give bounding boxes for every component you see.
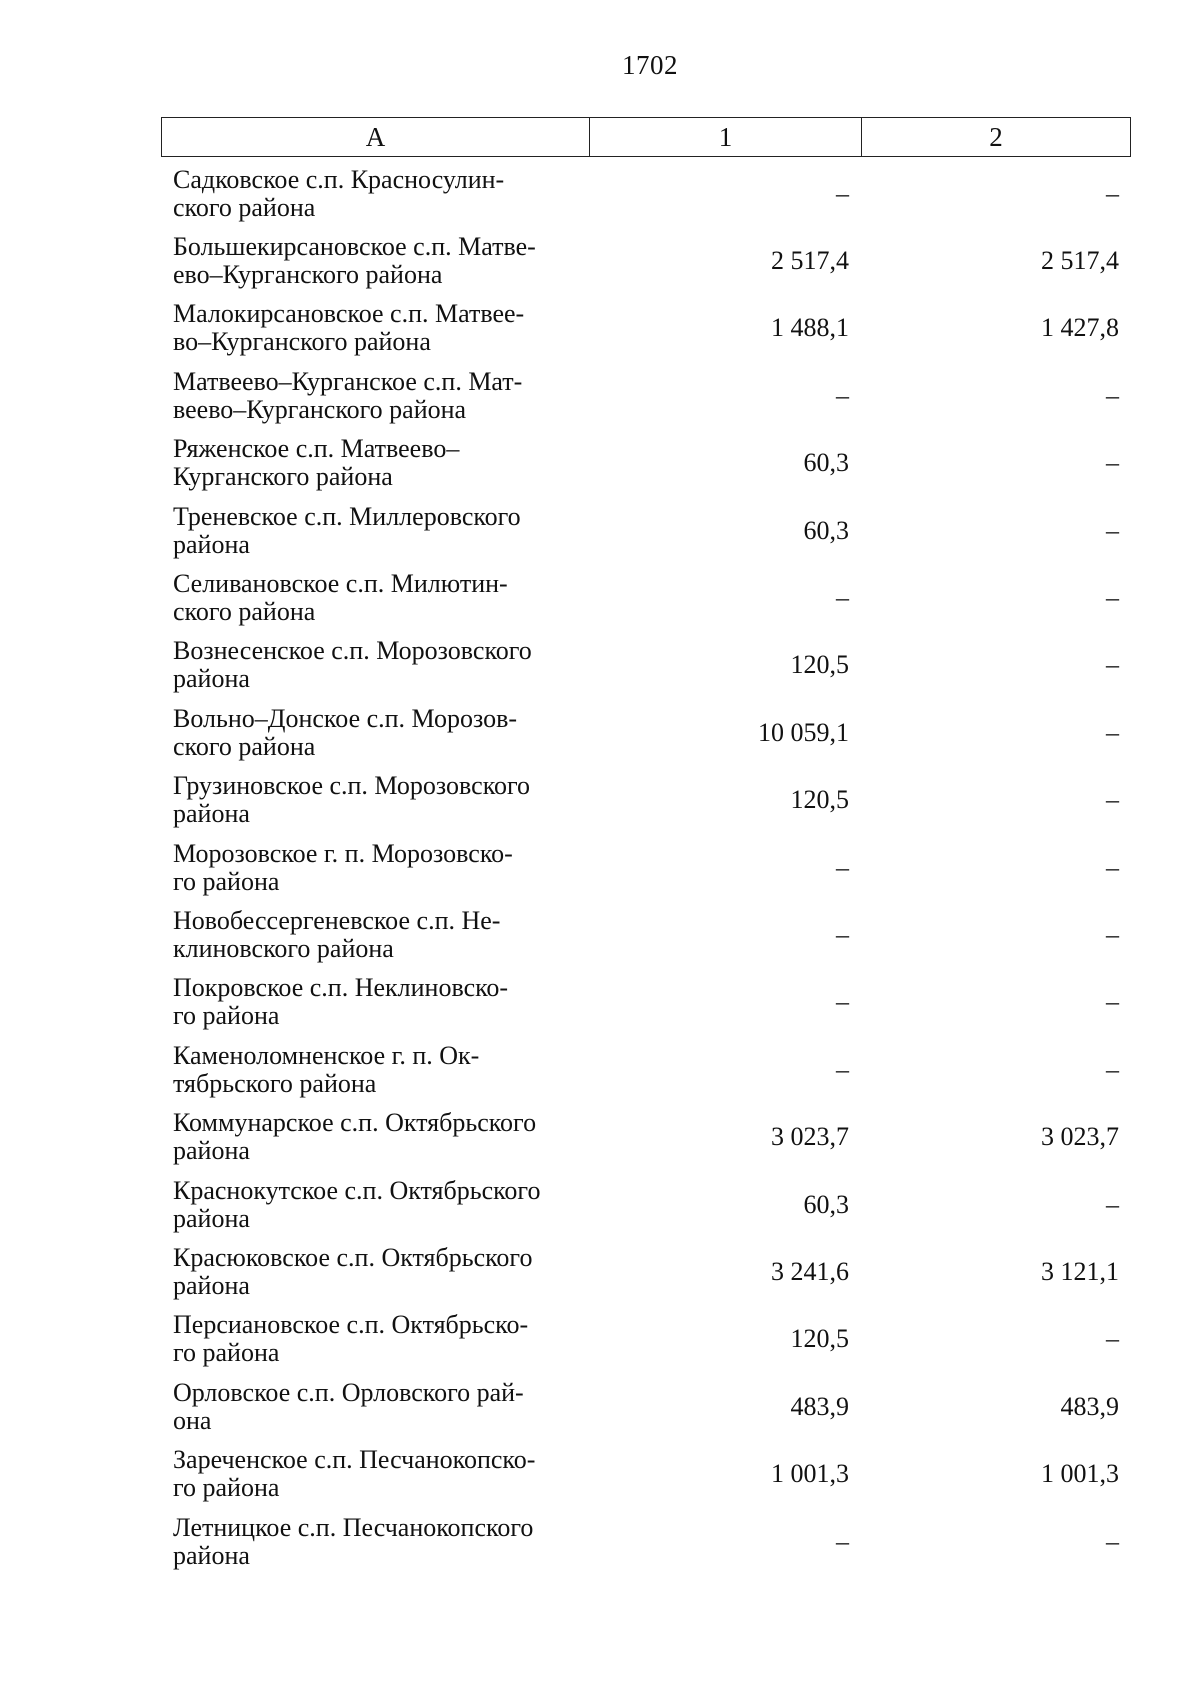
- value-col-1-cell: 120,5: [790, 1324, 849, 1354]
- table-row: [161, 1036, 1131, 1103]
- table-row: [161, 430, 1131, 497]
- value-col-1-cell: –: [836, 583, 849, 613]
- settlement-name-cell: Малокирсановское с.п. Матвее- во–Курганского района: [173, 299, 525, 357]
- value-col-1-cell: 60,3: [803, 448, 849, 478]
- value-col-2-cell: 2 517,4: [1041, 246, 1119, 276]
- value-col-1-cell: 3 023,7: [771, 1122, 849, 1152]
- table-row: [161, 969, 1131, 1036]
- column-header-a: А: [162, 118, 590, 156]
- settlement-name-cell: Морозовское г. п. Морозовско- го района: [173, 838, 513, 896]
- table-row: [161, 160, 1131, 227]
- value-col-2-cell: –: [1106, 1324, 1119, 1354]
- settlement-name-cell: Вознесенское с.п. Морозовского района: [173, 636, 532, 694]
- value-col-2-cell: 3 023,7: [1041, 1122, 1119, 1152]
- settlement-name-cell: Красюковское с.п. Октябрьского района: [173, 1242, 533, 1300]
- value-col-2-cell: 1 427,8: [1041, 313, 1119, 343]
- table-row: [161, 295, 1131, 362]
- value-col-1-cell: 120,5: [790, 650, 849, 680]
- table-row: [161, 227, 1131, 294]
- value-col-2-cell: –: [1106, 380, 1119, 410]
- value-col-1-cell: –: [836, 1526, 849, 1556]
- settlement-name-cell: Большекирсановское с.п. Матве- ево–Курганского района: [173, 232, 536, 290]
- table-row: [161, 1508, 1131, 1575]
- table-row: [161, 1440, 1131, 1507]
- value-col-2-cell: –: [1106, 717, 1119, 747]
- value-col-2-cell: –: [1106, 785, 1119, 815]
- table-body: [161, 160, 1131, 1575]
- value-col-2-cell: 3 121,1: [1041, 1256, 1119, 1286]
- value-col-1-cell: –: [836, 178, 849, 208]
- value-col-2-cell: –: [1106, 1054, 1119, 1084]
- value-col-2-cell: 483,9: [1060, 1391, 1119, 1421]
- value-col-2-cell: –: [1106, 919, 1119, 949]
- table-row: [161, 564, 1131, 631]
- value-col-1-cell: 60,3: [803, 1189, 849, 1219]
- table-row: [161, 699, 1131, 766]
- column-header-1: 1: [590, 118, 862, 156]
- value-col-1-cell: 3 241,6: [771, 1256, 849, 1286]
- table-row: [161, 1373, 1131, 1440]
- table-row: [161, 1306, 1131, 1373]
- table-row: [161, 632, 1131, 699]
- table-header-row: [161, 117, 1131, 157]
- value-col-2-cell: –: [1106, 583, 1119, 613]
- value-col-1-cell: 10 059,1: [758, 717, 849, 747]
- settlement-name-cell: Новобессергеневское с.п. Не- клиновского района: [173, 905, 501, 963]
- settlement-name-cell: Матвеево–Курганское с.п. Мат- веево–Курганского района: [173, 366, 523, 424]
- value-col-2-cell: –: [1106, 1189, 1119, 1219]
- settlement-name-cell: Орловское с.п. Орловского рай- она: [173, 1377, 524, 1435]
- value-col-1-cell: –: [836, 987, 849, 1017]
- value-col-2-cell: 1 001,3: [1041, 1459, 1119, 1489]
- value-col-2-cell: –: [1106, 178, 1119, 208]
- value-col-1-cell: –: [836, 380, 849, 410]
- settlement-name-cell: Зареченское с.п. Песчанокопско- го района: [173, 1445, 536, 1503]
- page-number: 1702: [622, 50, 678, 80]
- value-col-1-cell: 120,5: [790, 785, 849, 815]
- settlement-name-cell: Вольно–Донское с.п. Морозов- ского района: [173, 703, 518, 761]
- table-row: [161, 767, 1131, 834]
- settlement-name-cell: Покровское с.п. Неклиновско- го района: [173, 973, 509, 1031]
- value-col-2-cell: –: [1106, 448, 1119, 478]
- settlement-name-cell: Ряженское с.п. Матвеево– Курганского района: [173, 434, 460, 492]
- value-col-1-cell: 2 517,4: [771, 246, 849, 276]
- settlement-name-cell: Летницкое с.п. Песчанокопского района: [173, 1512, 534, 1570]
- settlement-name-cell: Треневское с.п. Миллеровского района: [173, 501, 521, 559]
- value-col-1-cell: –: [836, 852, 849, 882]
- value-col-1-cell: 1 001,3: [771, 1459, 849, 1489]
- settlement-name-cell: Коммунарское с.п. Октябрьского района: [173, 1108, 537, 1166]
- value-col-1-cell: 483,9: [790, 1391, 849, 1421]
- value-col-1-cell: –: [836, 919, 849, 949]
- table-row: [161, 362, 1131, 429]
- table-row: [161, 901, 1131, 968]
- value-col-2-cell: –: [1106, 987, 1119, 1017]
- table-row: [161, 497, 1131, 564]
- value-col-2-cell: –: [1106, 650, 1119, 680]
- value-col-1-cell: –: [836, 1054, 849, 1084]
- value-col-1-cell: 60,3: [803, 515, 849, 545]
- settlement-name-cell: Краснокутское с.п. Октябрьского района: [173, 1175, 541, 1233]
- settlement-name-cell: Персиановское с.п. Октябрьско- го района: [173, 1310, 529, 1368]
- value-col-2-cell: –: [1106, 515, 1119, 545]
- table-row: [161, 834, 1131, 901]
- value-col-2-cell: –: [1106, 852, 1119, 882]
- settlement-name-cell: Селивановское с.п. Милютин- ского района: [173, 569, 508, 627]
- value-col-1-cell: 1 488,1: [771, 313, 849, 343]
- value-col-2-cell: –: [1106, 1526, 1119, 1556]
- settlement-name-cell: Каменоломненское г. п. Ок- тябрьского района: [173, 1040, 480, 1098]
- table-row: [161, 1103, 1131, 1170]
- table-row: [161, 1171, 1131, 1238]
- table-row: [161, 1238, 1131, 1305]
- settlement-name-cell: Грузиновское с.п. Морозовского района: [173, 771, 531, 829]
- data-table: [161, 117, 1131, 1575]
- column-header-2: 2: [989, 121, 1003, 152]
- settlement-name-cell: Садковское с.п. Красносулин- ского района: [173, 164, 505, 222]
